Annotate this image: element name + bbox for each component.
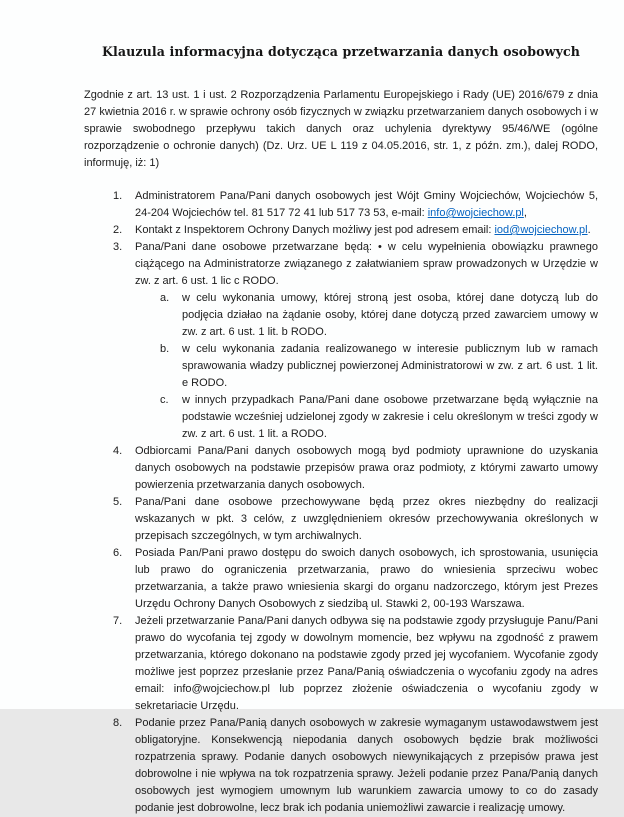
- text-segment: Posiada Pan/Pani prawo dostępu do swoich danych osobowych, ich sprostowania, usunięcia lub prawo do ograniczenia przetwarzania, prawo do wniesienia sprzeciwu wobec przetwarzania, a także prawo wniesienia skargi do organu nadzorczego, którym jest Prezes Urzędu Ochrony Danych Osobowych z siedzibą ul. Stawki 2, 00-193 Warszawa.: [135, 547, 598, 610]
- list-item-text: [135, 239, 598, 443]
- list-item: [84, 494, 598, 545]
- sub-list-item-letter: a.: [160, 292, 170, 304]
- text-segment: Pana/Pani dane osobowe przechowywane będą przez okres niezbędny do realizacji wskazanych w pkt. 3 celów, z uwzględnieniem okresów przechowywania określonych w przepisach szczególnych, w tym archiwalnych.: [135, 496, 598, 542]
- text-segment: Podanie przez Pana/Panią danych osobowych w zakresie wymaganym ustawodawstwem jest obligatoryjne. Konsekwencją niepodania danych osobowych będzie brak możliwości rozpatrzenia sprawy. Podanie danych osobowych niewynikających z przepisów prawa jest dobrowolne i nie wpływa na tok rozpatrzenia sprawy. Jeżeli podanie przez Pana/Panią danych osobowych jest wymogiem umownym lub warunkiem zawarcia umowy to co do zasady podanie jest dobrowolne, lecz brak ich podania uniemożliwi zawarcie i realizację umowy.: [135, 717, 598, 814]
- sub-list-item-letter: b.: [160, 343, 170, 355]
- document-content: [84, 44, 598, 817]
- list-item: [84, 545, 598, 613]
- list-item-number: 3.: [113, 241, 123, 253]
- text-segment: Jeżeli przetwarzanie Pana/Pani danych odbywa się na podstawie zgody przysługuje Panu/Pani prawo do wycofania tej zgody w dowolnym momencie, bez wpływu na zgodność z prawem przetwarzania, którego dokonano na podstawie zgody przed jej wycofaniem. Wycofanie zgody możliwe jest poprzez przesłanie przez Pana/Panią oświadczenia o wycofaniu zgody na adres email: info@wojciechow.pl lub poprzez złożenie oświadczenia o wycofaniu zgody w sekretariacie Urzędu.: [135, 615, 598, 712]
- text-segment: Pana/Pani dane osobowe przetwarzane będą: • w celu wypełnienia obowiązku prawnego ciążącego na Administratorze związanego z załatwianiem spraw prowadzonych w Urzędzie w zw. z art. 6 ust. 1 lic c RODO.: [135, 241, 598, 287]
- text-segment: .: [587, 224, 591, 236]
- text-segment: Odbiorcami Pana/Pani danych osobowych mogą byd podmioty uprawnione do uzyskania danych osobowych na podstawie przepisów prawa oraz podmioty, z którymi zawarto umowy powierzenia przetwarzania danych osobowych.: [135, 445, 598, 491]
- list-item-text: [135, 545, 598, 613]
- list-item-number: 7.: [113, 615, 123, 627]
- list-item-text: [135, 188, 598, 222]
- intro-paragraph: Zgodnie z art. 13 ust. 1 i ust. 2 Rozporządzenia Parlamentu Europejskiego i Rady (UE) 2016/679 z dnia 27 kwietnia 2016 r. w sprawie ochrony osób fizycznych w związku przetwarzaniem danych osobowych i w sprawie swobodnego przepływu takich danych oraz uchylenia dyrektywy 95/46/WE (ogólne rozporządzenie o ochronie danych) (Dz. Urz. UE L 119 z 04.05.2016, str. 1, z późn. zm.), dalej RODO, informuję, iż: 1): [84, 89, 598, 169]
- text-segment: ,: [523, 207, 527, 219]
- list-item-number: 8.: [113, 717, 123, 729]
- list-item-number: 5.: [113, 496, 123, 508]
- list-item-number: 1.: [113, 190, 123, 202]
- sub-list-item: [135, 392, 598, 443]
- list-item: [84, 188, 598, 222]
- sub-list-item: [135, 341, 598, 392]
- list-item-text: [135, 443, 598, 494]
- sub-list-item-text: w innych przypadkach Pana/Pani dane osobowe przetwarzane będą wyłącznie na podstawie wcześniej udzielonej zgody w zakresie i celu określonym w treści zgody w zw. z art. 6 ust. 1 lit. a RODO.: [182, 394, 598, 440]
- list-item: [84, 222, 598, 239]
- numbered-list: [84, 188, 598, 817]
- list-item-text: [135, 222, 598, 239]
- list-item-number: 4.: [113, 445, 123, 457]
- list-item-number: 6.: [113, 547, 123, 559]
- sub-list-item-text: w celu wykonania zadania realizowanego w interesie publicznym lub w ramach sprawowania władzy publicznej powierzonej Administratorowi w zw. z art. 6 ust. 1 lit. e RODO.: [182, 343, 598, 389]
- list-item: [84, 239, 598, 443]
- list-item: [84, 443, 598, 494]
- text-segment: Kontakt z Inspektorem Ochrony Danych możliwy jest pod adresem email:: [135, 224, 495, 236]
- page-title: Klauzula informacyjna dotycząca przetwarzania danych osobowych: [101, 44, 581, 59]
- text-segment: Administratorem Pana/Pani danych osobowych jest Wójt Gminy Wojciechów, Wojciechów 5, 24-204 Wojciechów tel. 81 517 72 41 lub 517 73 53, e-mail:: [135, 190, 598, 219]
- sub-list-item-letter: c.: [160, 394, 169, 406]
- list-item-text: [135, 613, 598, 715]
- list-item: [84, 613, 598, 715]
- list-item-text: [135, 715, 598, 817]
- email-link[interactable]: info@wojciechow.pl: [427, 207, 524, 219]
- list-item-number: 2.: [113, 224, 123, 236]
- list-item-text: [135, 494, 598, 545]
- sub-list-item-text: w celu wykonania umowy, której stroną jest osoba, której dane dotyczą lub do podjęcia działao na żądanie osoby, której dane dotyczą przed zawarciem umowy w zw. z art. 6 ust. 1 lit. b RODO.: [182, 292, 598, 338]
- list-item: [84, 715, 598, 817]
- sub-list-item: [135, 290, 598, 341]
- email-link[interactable]: iod@wojciechow.pl: [494, 224, 588, 236]
